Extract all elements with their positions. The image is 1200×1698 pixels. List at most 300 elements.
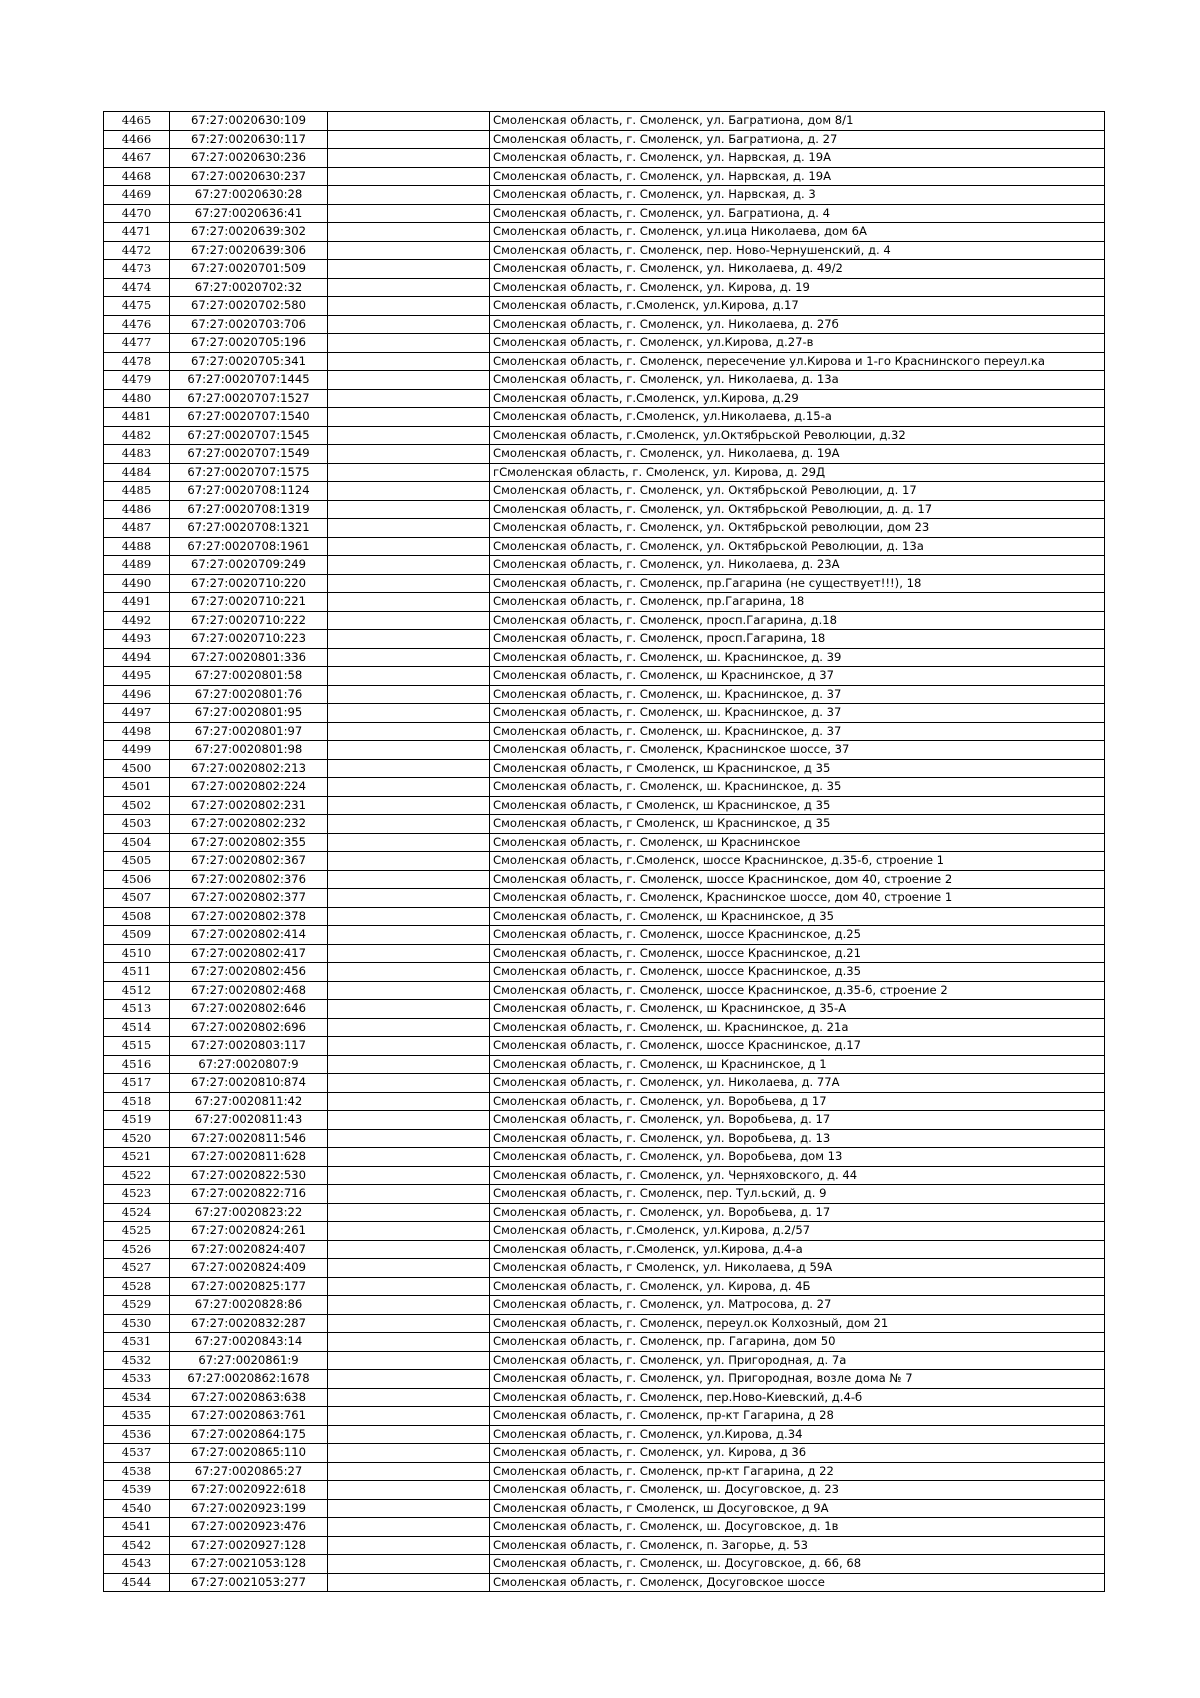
- address-cell: Смоленская область, г. Смоленск, ул. Октябрьской революции, дом 23: [490, 519, 1105, 538]
- row-number-cell: 4523: [104, 1185, 170, 1204]
- table-row: [104, 519, 1105, 538]
- row-number-cell: 4524: [104, 1203, 170, 1222]
- empty-cell: [328, 334, 490, 353]
- table-row: [104, 963, 1105, 982]
- row-number-cell: 4490: [104, 574, 170, 593]
- cadastral-number-cell: 67:27:0020705:341: [170, 352, 328, 371]
- cadastral-number-cell: 67:27:0020802:417: [170, 944, 328, 963]
- address-cell: Смоленская область, г. Смоленск, ш. Краснинское, д. 37: [490, 685, 1105, 704]
- cadastral-number-cell: 67:27:0020707:1549: [170, 445, 328, 464]
- empty-cell: [328, 1388, 490, 1407]
- empty-cell: [328, 352, 490, 371]
- address-cell: Смоленская область, г. Смоленск, ул. Нарвская, д. 3: [490, 186, 1105, 205]
- table-row: [104, 1499, 1105, 1518]
- row-number-cell: 4477: [104, 334, 170, 353]
- empty-cell: [328, 1000, 490, 1019]
- cadastral-number-cell: 67:27:0021053:128: [170, 1555, 328, 1574]
- cadastral-number-cell: 67:27:0020802:224: [170, 778, 328, 797]
- row-number-cell: 4507: [104, 889, 170, 908]
- table-row: [104, 1536, 1105, 1555]
- empty-cell: [328, 500, 490, 519]
- row-number-cell: 4519: [104, 1111, 170, 1130]
- table-row: [104, 907, 1105, 926]
- table-row: [104, 944, 1105, 963]
- address-cell: Смоленская область, г.Смоленск, ул.Николаева, д.15-а: [490, 408, 1105, 427]
- row-number-cell: 4538: [104, 1462, 170, 1481]
- table-row: [104, 1148, 1105, 1167]
- table-row: [104, 593, 1105, 612]
- empty-cell: [328, 852, 490, 871]
- cadastral-number-cell: 67:27:0020801:97: [170, 722, 328, 741]
- address-cell: Смоленская область, г. Смоленск, ш. Досуговское, д. 23: [490, 1481, 1105, 1500]
- empty-cell: [328, 981, 490, 1000]
- table-row: [104, 315, 1105, 334]
- row-number-cell: 4499: [104, 741, 170, 760]
- table-row: [104, 371, 1105, 390]
- empty-cell: [328, 722, 490, 741]
- address-cell: Смоленская область, г. Смоленск, ул. Воробьева, д 17: [490, 1092, 1105, 1111]
- address-cell: Смоленская область, г. Смоленск, ш Краснинское, д 37: [490, 667, 1105, 686]
- row-number-cell: 4535: [104, 1407, 170, 1426]
- address-cell: Смоленская область, г Смоленск, ш Досуговское, д 9А: [490, 1499, 1105, 1518]
- row-number-cell: 4468: [104, 167, 170, 186]
- cadastral-number-cell: 67:27:0020702:32: [170, 278, 328, 297]
- address-cell: Смоленская область, г. Смоленск, ул. Николаева, д. 19А: [490, 445, 1105, 464]
- cadastral-number-cell: 67:27:0020710:222: [170, 611, 328, 630]
- cadastral-number-cell: 67:27:0020639:306: [170, 241, 328, 260]
- empty-cell: [328, 685, 490, 704]
- cadastral-number-cell: 67:27:0020824:261: [170, 1222, 328, 1241]
- row-number-cell: 4508: [104, 907, 170, 926]
- address-cell: Смоленская область, г. Смоленск, пр.Гагарина, 18: [490, 593, 1105, 612]
- empty-cell: [328, 1018, 490, 1037]
- table-row: [104, 1166, 1105, 1185]
- empty-cell: [328, 944, 490, 963]
- address-cell: Смоленская область, г. Смоленск, ул.ица Николаева, дом 6А: [490, 223, 1105, 242]
- empty-cell: [328, 1055, 490, 1074]
- row-number-cell: 4485: [104, 482, 170, 501]
- empty-cell: [328, 1240, 490, 1259]
- row-number-cell: 4511: [104, 963, 170, 982]
- empty-cell: [328, 278, 490, 297]
- empty-cell: [328, 315, 490, 334]
- cadastral-number-cell: 67:27:0020865:27: [170, 1462, 328, 1481]
- cadastral-number-cell: 67:27:0020843:14: [170, 1333, 328, 1352]
- cadastral-number-cell: 67:27:0020802:231: [170, 796, 328, 815]
- row-number-cell: 4516: [104, 1055, 170, 1074]
- row-number-cell: 4521: [104, 1148, 170, 1167]
- empty-cell: [328, 445, 490, 464]
- table-row: [104, 1222, 1105, 1241]
- table-row: [104, 1462, 1105, 1481]
- cadastral-number-cell: 67:27:0020802:456: [170, 963, 328, 982]
- address-cell: Смоленская область, г. Смоленск, просп.Гагарина, д.18: [490, 611, 1105, 630]
- address-cell: Смоленская область, г. Смоленск, шоссе Краснинское, дом 40, строение 2: [490, 870, 1105, 889]
- empty-cell: [328, 1277, 490, 1296]
- empty-cell: [328, 1203, 490, 1222]
- row-number-cell: 4526: [104, 1240, 170, 1259]
- address-cell: Смоленская область, г. Смоленск, ш. Досуговское, д. 1в: [490, 1518, 1105, 1537]
- empty-cell: [328, 426, 490, 445]
- address-cell: Смоленская область, г. Смоленск, ул. Кирова, д 36: [490, 1444, 1105, 1463]
- empty-cell: [328, 1222, 490, 1241]
- address-cell: Смоленская область, г. Смоленск, ул. Николаева, д. 23А: [490, 556, 1105, 575]
- address-cell: Смоленская область, г. Смоленск, п. Загорье, д. 53: [490, 1536, 1105, 1555]
- row-number-cell: 4493: [104, 630, 170, 649]
- address-cell: Смоленская область, г. Смоленск, ул. Багратиона, д. 27: [490, 130, 1105, 149]
- address-cell: Смоленская область, г. Смоленск, ш. Краснинское, д. 21а: [490, 1018, 1105, 1037]
- row-number-cell: 4539: [104, 1481, 170, 1500]
- address-cell: Смоленская область, г. Смоленск, ул. Багратиона, дом 8/1: [490, 112, 1105, 131]
- table-row: [104, 574, 1105, 593]
- table-row: [104, 852, 1105, 871]
- row-number-cell: 4515: [104, 1037, 170, 1056]
- row-number-cell: 4509: [104, 926, 170, 945]
- table-row: [104, 1573, 1105, 1592]
- address-cell: Смоленская область, г. Смоленск, пер. Тул.ьский, д. 9: [490, 1185, 1105, 1204]
- registry-table: [103, 111, 1105, 1592]
- empty-cell: [328, 408, 490, 427]
- cadastral-number-cell: 67:27:0020802:355: [170, 833, 328, 852]
- cadastral-number-cell: 67:27:0020865:110: [170, 1444, 328, 1463]
- empty-cell: [328, 1573, 490, 1592]
- empty-cell: [328, 1129, 490, 1148]
- row-number-cell: 4529: [104, 1296, 170, 1315]
- address-cell: Смоленская область, г. Смоленск, Краснинское шоссе, дом 40, строение 1: [490, 889, 1105, 908]
- row-number-cell: 4542: [104, 1536, 170, 1555]
- table-row: [104, 1055, 1105, 1074]
- table-row: [104, 426, 1105, 445]
- address-cell: Смоленская область, г. Смоленск, ул. Кирова, д. 4Б: [490, 1277, 1105, 1296]
- cadastral-number-cell: 67:27:0020705:196: [170, 334, 328, 353]
- address-cell: Смоленская область, г. Смоленск, ул. Николаева, д. 77А: [490, 1074, 1105, 1093]
- address-cell: Смоленская область, г. Смоленск, шоссе Краснинское, д.35: [490, 963, 1105, 982]
- empty-cell: [328, 593, 490, 612]
- table-row: [104, 1444, 1105, 1463]
- cadastral-number-cell: 67:27:0020801:95: [170, 704, 328, 723]
- cadastral-number-cell: 67:27:0020824:407: [170, 1240, 328, 1259]
- empty-cell: [328, 1555, 490, 1574]
- table-row: [104, 648, 1105, 667]
- empty-cell: [328, 371, 490, 390]
- empty-cell: [328, 1407, 490, 1426]
- address-cell: Смоленская область, г. Смоленск, шоссе Краснинское, д.21: [490, 944, 1105, 963]
- row-number-cell: 4530: [104, 1314, 170, 1333]
- table-row: [104, 1425, 1105, 1444]
- address-cell: Смоленская область, г. Смоленск, ш. Краснинское, д. 37: [490, 722, 1105, 741]
- empty-cell: [328, 1333, 490, 1352]
- table-row: [104, 1259, 1105, 1278]
- address-cell: Смоленская область, г. Смоленск, ш. Досуговское, д. 66, 68: [490, 1555, 1105, 1574]
- table-row: [104, 685, 1105, 704]
- row-number-cell: 4497: [104, 704, 170, 723]
- empty-cell: [328, 833, 490, 852]
- address-cell: Смоленская область, г. Смоленск, ш. Краснинское, д. 37: [490, 704, 1105, 723]
- row-number-cell: 4470: [104, 204, 170, 223]
- row-number-cell: 4503: [104, 815, 170, 834]
- cadastral-number-cell: 67:27:0020802:378: [170, 907, 328, 926]
- table-row: [104, 926, 1105, 945]
- table-row: [104, 297, 1105, 316]
- row-number-cell: 4465: [104, 112, 170, 131]
- row-number-cell: 4491: [104, 593, 170, 612]
- cadastral-number-cell: 67:27:0020630:237: [170, 167, 328, 186]
- cadastral-number-cell: 67:27:0020801:336: [170, 648, 328, 667]
- address-cell: Смоленская область, г. Смоленск, ул. Багратиона, д. 4: [490, 204, 1105, 223]
- cadastral-number-cell: 67:27:0020811:546: [170, 1129, 328, 1148]
- cadastral-number-cell: 67:27:0020803:117: [170, 1037, 328, 1056]
- address-cell: Смоленская область, г Смоленск, ш Краснинское, д 35: [490, 796, 1105, 815]
- row-number-cell: 4498: [104, 722, 170, 741]
- cadastral-number-cell: 67:27:0020825:177: [170, 1277, 328, 1296]
- table-row: [104, 130, 1105, 149]
- cadastral-number-cell: 67:27:0020811:42: [170, 1092, 328, 1111]
- cadastral-number-cell: 67:27:0020708:1319: [170, 500, 328, 519]
- table-row: [104, 704, 1105, 723]
- row-number-cell: 4537: [104, 1444, 170, 1463]
- empty-cell: [328, 463, 490, 482]
- row-number-cell: 4466: [104, 130, 170, 149]
- cadastral-number-cell: 67:27:0020639:302: [170, 223, 328, 242]
- row-number-cell: 4475: [104, 297, 170, 316]
- address-cell: Смоленская область, г. Смоленск, ул. Октябрьской Революции, д. 13а: [490, 537, 1105, 556]
- address-cell: Смоленская область, г. Смоленск, ул. Матросова, д. 27: [490, 1296, 1105, 1315]
- row-number-cell: 4472: [104, 241, 170, 260]
- cadastral-number-cell: 67:27:0020862:1678: [170, 1370, 328, 1389]
- empty-cell: [328, 1037, 490, 1056]
- empty-cell: [328, 704, 490, 723]
- cadastral-number-cell: 67:27:0020710:220: [170, 574, 328, 593]
- cadastral-number-cell: 67:27:0020707:1445: [170, 371, 328, 390]
- cadastral-number-cell: 67:27:0020710:221: [170, 593, 328, 612]
- table-row: [104, 1000, 1105, 1019]
- table-row: [104, 1092, 1105, 1111]
- address-cell: Смоленская область, г. Смоленск, ул. Нарвская, д. 19А: [490, 167, 1105, 186]
- row-number-cell: 4496: [104, 685, 170, 704]
- row-number-cell: 4480: [104, 389, 170, 408]
- table-row: [104, 389, 1105, 408]
- empty-cell: [328, 907, 490, 926]
- cadastral-number-cell: 67:27:0020707:1527: [170, 389, 328, 408]
- table-row: [104, 1388, 1105, 1407]
- address-cell: Смоленская область, г. Смоленск, ул.Кирова, д.27-в: [490, 334, 1105, 353]
- cadastral-number-cell: 67:27:0020802:468: [170, 981, 328, 1000]
- cadastral-number-cell: 67:27:0020630:236: [170, 149, 328, 168]
- row-number-cell: 4536: [104, 1425, 170, 1444]
- cadastral-number-cell: 67:27:0021053:277: [170, 1573, 328, 1592]
- empty-cell: [328, 630, 490, 649]
- empty-cell: [328, 1499, 490, 1518]
- row-number-cell: 4543: [104, 1555, 170, 1574]
- row-number-cell: 4474: [104, 278, 170, 297]
- cadastral-number-cell: 67:27:0020923:199: [170, 1499, 328, 1518]
- address-cell: Смоленская область, г. Смоленск, пр. Гагарина, дом 50: [490, 1333, 1105, 1352]
- registry-table-body: [104, 112, 1105, 1592]
- table-row: [104, 667, 1105, 686]
- empty-cell: [328, 241, 490, 260]
- address-cell: Смоленская область, г. Смоленск, шоссе Краснинское, д.25: [490, 926, 1105, 945]
- row-number-cell: 4476: [104, 315, 170, 334]
- table-row: [104, 1407, 1105, 1426]
- address-cell: Смоленская область, г.Смоленск, ул.Кирова, д.4-а: [490, 1240, 1105, 1259]
- address-cell: Смоленская область, г. Смоленск, шоссе Краснинское, д.17: [490, 1037, 1105, 1056]
- address-cell: Смоленская область, г. Смоленск, ул. Николаева, д. 27б: [490, 315, 1105, 334]
- table-row: [104, 1203, 1105, 1222]
- table-row: [104, 352, 1105, 371]
- cadastral-number-cell: 67:27:0020832:287: [170, 1314, 328, 1333]
- address-cell: Смоленская область, г. Смоленск, ул. Кирова, д. 19: [490, 278, 1105, 297]
- empty-cell: [328, 1111, 490, 1130]
- empty-cell: [328, 1462, 490, 1481]
- row-number-cell: 4514: [104, 1018, 170, 1037]
- cadastral-number-cell: 67:27:0020802:367: [170, 852, 328, 871]
- row-number-cell: 4487: [104, 519, 170, 538]
- cadastral-number-cell: 67:27:0020823:22: [170, 1203, 328, 1222]
- cadastral-number-cell: 67:27:0020864:175: [170, 1425, 328, 1444]
- row-number-cell: 4483: [104, 445, 170, 464]
- cadastral-number-cell: 67:27:0020811:628: [170, 1148, 328, 1167]
- address-cell: Смоленская область, г. Смоленск, ул.Кирова, д.34: [490, 1425, 1105, 1444]
- cadastral-number-cell: 67:27:0020861:9: [170, 1351, 328, 1370]
- row-number-cell: 4510: [104, 944, 170, 963]
- row-number-cell: 4504: [104, 833, 170, 852]
- table-row: [104, 1111, 1105, 1130]
- address-cell: Смоленская область, г. Смоленск, Досуговское шоссе: [490, 1573, 1105, 1592]
- address-cell: Смоленская область, г. Смоленск, ул. Воробьева, д. 17: [490, 1203, 1105, 1222]
- row-number-cell: 4506: [104, 870, 170, 889]
- address-cell: Смоленская область, г. Смоленск, ш Краснинское, д 35-А: [490, 1000, 1105, 1019]
- row-number-cell: 4482: [104, 426, 170, 445]
- table-row: [104, 1555, 1105, 1574]
- table-row: [104, 1037, 1105, 1056]
- address-cell: Смоленская область, г.Смоленск, ул.Кирова, д.2/57: [490, 1222, 1105, 1241]
- cadastral-number-cell: 67:27:0020630:109: [170, 112, 328, 131]
- row-number-cell: 4517: [104, 1074, 170, 1093]
- table-row: [104, 1333, 1105, 1352]
- table-row: [104, 796, 1105, 815]
- row-number-cell: 4471: [104, 223, 170, 242]
- address-cell: Смоленская область, г. Смоленск, ш Краснинское: [490, 833, 1105, 852]
- empty-cell: [328, 130, 490, 149]
- address-cell: Смоленская область, г. Смоленск, Краснинское шоссе, 37: [490, 741, 1105, 760]
- cadastral-number-cell: 67:27:0020802:232: [170, 815, 328, 834]
- table-row: [104, 223, 1105, 242]
- table-row: [104, 537, 1105, 556]
- address-cell: Смоленская область, г. Смоленск, пр.Гагарина (не существует!!!), 18: [490, 574, 1105, 593]
- address-cell: Смоленская область, г. Смоленск, просп.Гагарина, 18: [490, 630, 1105, 649]
- table-row: [104, 445, 1105, 464]
- empty-cell: [328, 1370, 490, 1389]
- cadastral-number-cell: 67:27:0020822:716: [170, 1185, 328, 1204]
- address-cell: Смоленская область, г. Смоленск, ул. Октябрьской Революции, д. д. 17: [490, 500, 1105, 519]
- address-cell: гСмоленская область, г. Смоленск, ул. Кирова, д. 29Д: [490, 463, 1105, 482]
- address-cell: Смоленская область, г. Смоленск, пр-кт Гагарина, д 22: [490, 1462, 1105, 1481]
- table-row: [104, 1481, 1105, 1500]
- address-cell: Смоленская область, г. Смоленск, шоссе Краснинское, д.35-б, строение 2: [490, 981, 1105, 1000]
- table-row: [104, 167, 1105, 186]
- empty-cell: [328, 796, 490, 815]
- cadastral-number-cell: 67:27:0020802:696: [170, 1018, 328, 1037]
- address-cell: Смоленская область, г.Смоленск, ул.Кирова, д.29: [490, 389, 1105, 408]
- table-row: [104, 759, 1105, 778]
- table-row: [104, 1018, 1105, 1037]
- address-cell: Смоленская область, г Смоленск, ул. Николаева, д 59А: [490, 1259, 1105, 1278]
- row-number-cell: 4541: [104, 1518, 170, 1537]
- cadastral-number-cell: 67:27:0020802:414: [170, 926, 328, 945]
- address-cell: Смоленская область, г Смоленск, ш Краснинское, д 35: [490, 815, 1105, 834]
- table-row: [104, 1074, 1105, 1093]
- empty-cell: [328, 167, 490, 186]
- cadastral-number-cell: 67:27:0020702:580: [170, 297, 328, 316]
- table-row: [104, 833, 1105, 852]
- empty-cell: [328, 574, 490, 593]
- cadastral-number-cell: 67:27:0020709:249: [170, 556, 328, 575]
- row-number-cell: 4484: [104, 463, 170, 482]
- cadastral-number-cell: 67:27:0020802:377: [170, 889, 328, 908]
- row-number-cell: 4527: [104, 1259, 170, 1278]
- address-cell: Смоленская область, г. Смоленск, ул. Пригородная, д. 7а: [490, 1351, 1105, 1370]
- cadastral-number-cell: 67:27:0020802:646: [170, 1000, 328, 1019]
- table-row: [104, 889, 1105, 908]
- empty-cell: [328, 1296, 490, 1315]
- empty-cell: [328, 112, 490, 131]
- row-number-cell: 4518: [104, 1092, 170, 1111]
- table-row: [104, 1351, 1105, 1370]
- address-cell: Смоленская область, г. Смоленск, пер. Ново-Чернушенский, д. 4: [490, 241, 1105, 260]
- table-row: [104, 112, 1105, 131]
- cadastral-number-cell: 67:27:0020824:409: [170, 1259, 328, 1278]
- row-number-cell: 4467: [104, 149, 170, 168]
- address-cell: Смоленская область, г.Смоленск, шоссе Краснинское, д.35-б, строение 1: [490, 852, 1105, 871]
- empty-cell: [328, 1425, 490, 1444]
- address-cell: Смоленская область, г. Смоленск, ул. Николаева, д. 49/2: [490, 260, 1105, 279]
- empty-cell: [328, 963, 490, 982]
- address-cell: Смоленская область, г. Смоленск, ул. Николаева, д. 13а: [490, 371, 1105, 390]
- address-cell: Смоленская область, г.Смоленск, ул.Кирова, д.17: [490, 297, 1105, 316]
- address-cell: Смоленская область, г. Смоленск, ул. Воробьева, д. 13: [490, 1129, 1105, 1148]
- table-row: [104, 611, 1105, 630]
- empty-cell: [328, 537, 490, 556]
- address-cell: Смоленская область, г. Смоленск, ул. Пригородная, возле дома № 7: [490, 1370, 1105, 1389]
- table-row: [104, 463, 1105, 482]
- cadastral-number-cell: 67:27:0020708:1961: [170, 537, 328, 556]
- row-number-cell: 4513: [104, 1000, 170, 1019]
- cadastral-number-cell: 67:27:0020822:530: [170, 1166, 328, 1185]
- table-row: [104, 815, 1105, 834]
- table-row: [104, 1518, 1105, 1537]
- empty-cell: [328, 870, 490, 889]
- empty-cell: [328, 1536, 490, 1555]
- address-cell: Смоленская область, г. Смоленск, ш Краснинское, д 1: [490, 1055, 1105, 1074]
- empty-cell: [328, 1444, 490, 1463]
- table-row: [104, 981, 1105, 1000]
- cadastral-number-cell: 67:27:0020801:76: [170, 685, 328, 704]
- row-number-cell: 4478: [104, 352, 170, 371]
- row-number-cell: 4486: [104, 500, 170, 519]
- row-number-cell: 4522: [104, 1166, 170, 1185]
- row-number-cell: 4544: [104, 1573, 170, 1592]
- row-number-cell: 4531: [104, 1333, 170, 1352]
- empty-cell: [328, 1074, 490, 1093]
- cadastral-number-cell: 67:27:0020707:1575: [170, 463, 328, 482]
- cadastral-number-cell: 67:27:0020863:761: [170, 1407, 328, 1426]
- address-cell: Смоленская область, г. Смоленск, ул. Воробьева, дом 13: [490, 1148, 1105, 1167]
- table-row: [104, 630, 1105, 649]
- table-row: [104, 334, 1105, 353]
- cadastral-number-cell: 67:27:0020810:874: [170, 1074, 328, 1093]
- row-number-cell: 4512: [104, 981, 170, 1000]
- empty-cell: [328, 1518, 490, 1537]
